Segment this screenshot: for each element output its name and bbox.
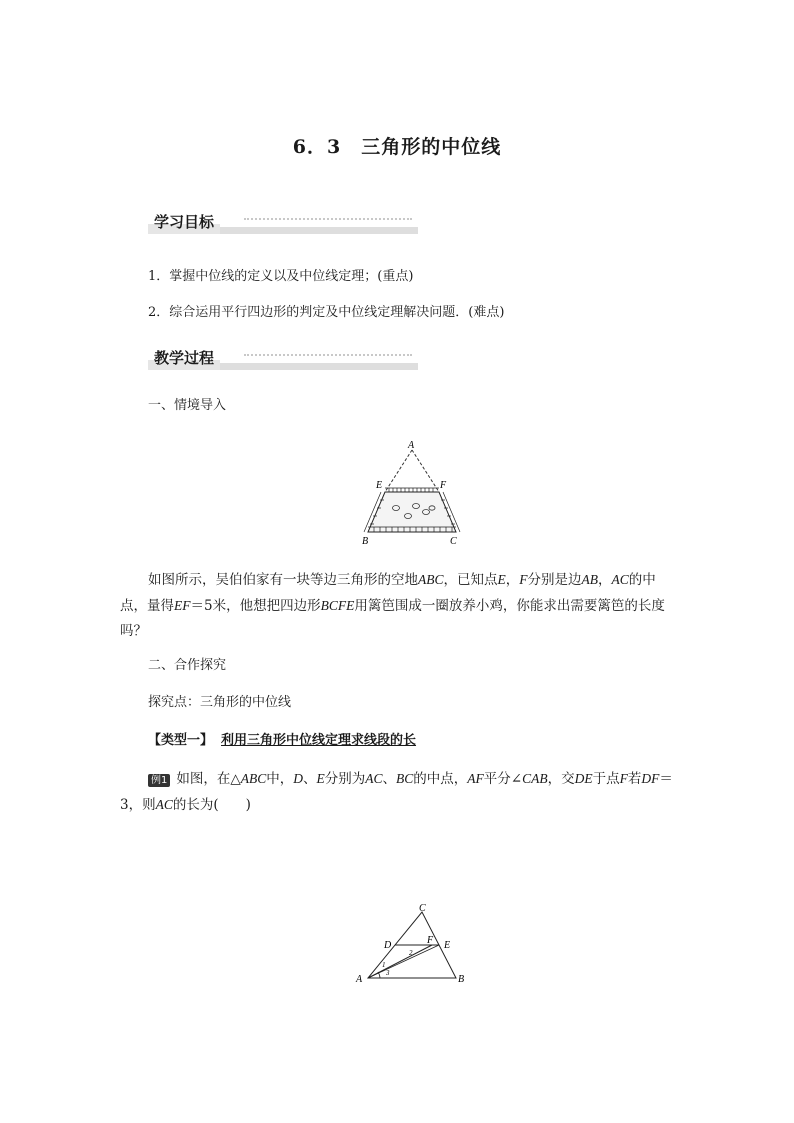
var: F (519, 572, 528, 587)
text: 平分∠ (483, 771, 523, 787)
label-c: C (419, 903, 426, 914)
label-d: D (384, 940, 392, 951)
section-label: 教学过程 (148, 348, 220, 370)
text: 分别是边 (527, 572, 582, 588)
text: 的长为( ) (172, 797, 251, 813)
segment-ae (385, 450, 412, 492)
label-f: F (427, 935, 434, 946)
text: ，交 (547, 771, 575, 787)
example-badge: 例1 (148, 774, 170, 787)
fence-top (385, 488, 439, 492)
var: BC (396, 771, 414, 786)
goal-item: 2．综合运用平行四边形的判定及中位线定理解决问题．(难点) (148, 305, 505, 320)
chicken-pen-figure (356, 436, 468, 548)
angle-label-1: 1 (382, 961, 386, 969)
triangle-midline-figure (348, 900, 478, 990)
section-label: 学习目标 (148, 212, 220, 234)
section-header-goals (148, 212, 418, 234)
label-e: E (444, 940, 451, 951)
section-dots (244, 218, 412, 220)
var: DF (641, 771, 660, 786)
section-header-process (148, 348, 418, 370)
page-title: 6．3 三角形的中位线 (292, 136, 502, 158)
text: ＝3，则 (120, 771, 673, 813)
angle-label-2: 2 (409, 949, 413, 957)
var: DE (574, 771, 593, 786)
part-heading: 一、情境导入 (148, 398, 227, 413)
segment-af (368, 945, 432, 978)
var: AB (581, 572, 598, 587)
label-b: B (362, 536, 369, 547)
text: 的中点， (413, 771, 468, 787)
type-label: 【类型一】 (148, 733, 214, 748)
angle-label-3: 3 (386, 969, 390, 977)
segment-af (412, 450, 439, 492)
text: ＝5米，他想把四边形 (190, 598, 321, 614)
label-f: F (440, 480, 447, 491)
text: 中， (266, 771, 294, 787)
label-a: A (408, 440, 415, 451)
text: ， (598, 572, 612, 588)
text: 分别为 (324, 771, 366, 787)
pen-quadrilateral (368, 492, 456, 532)
text: 、 (382, 771, 397, 787)
label-a: A (356, 974, 363, 985)
var: F (619, 771, 628, 786)
text: 如图所示，吴伯伯家有一块等边三角形的空地 (148, 572, 418, 588)
text: 于点 (592, 771, 620, 787)
section-dots (244, 354, 412, 356)
text: 若 (627, 771, 642, 787)
var: AC (365, 771, 383, 786)
var: EF (174, 598, 191, 613)
label-e: E (376, 480, 383, 491)
type-title: 利用三角形中位线定理求线段的长 (221, 733, 417, 748)
label-b: B (458, 974, 465, 985)
text: 用篱笆围成一圈放养小鸡，你能求出需要篱笆的长度吗？ (120, 598, 665, 639)
text: 的中点，量得 (120, 572, 656, 614)
var: AF (467, 771, 484, 786)
var: CAB (522, 771, 548, 786)
text: 、 (303, 771, 317, 787)
var: ABC (418, 572, 444, 587)
var: ABC (240, 771, 267, 786)
text: ，已知点 (443, 572, 498, 588)
var: BCFE (320, 598, 355, 613)
var: E (497, 572, 506, 587)
part-heading: 二、合作探究 (148, 658, 227, 673)
label-c: C (450, 536, 457, 547)
var: AC (611, 572, 629, 587)
intro-paragraph (120, 567, 680, 644)
var: E (316, 771, 325, 786)
explore-point: 探究点：三角形的中位线 (148, 695, 292, 710)
goal-item: 1．掌握中位线的定义以及中位线定理；(重点) (148, 269, 414, 284)
var: AC (155, 797, 173, 812)
example-paragraph (120, 766, 680, 818)
var: D (293, 771, 304, 786)
text: ， (505, 572, 520, 588)
text: 如图，在△ (176, 771, 241, 787)
type-heading (148, 730, 416, 752)
